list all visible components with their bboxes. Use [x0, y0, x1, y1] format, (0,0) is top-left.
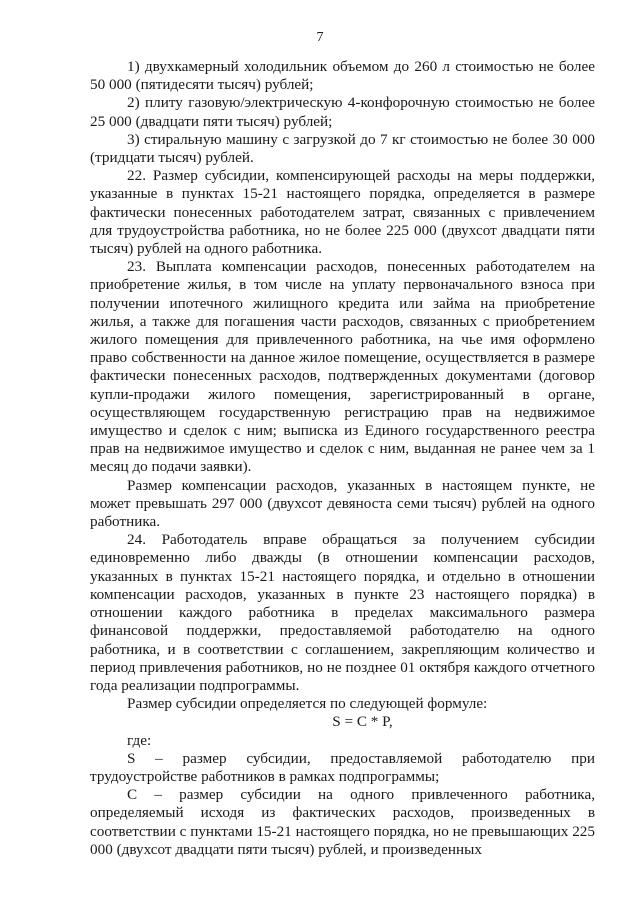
document-body — [90, 58, 595, 859]
where-label: где: — [127, 731, 152, 749]
paragraph-item-3: 3) стиральную машину с загрузкой до 7 кг стоимостью не более 30 000 (тридцати тысяч) рублей. — [90, 130, 595, 167]
paragraph-clause-24: 24. Работодатель вправе обращаться за получением субсидии единовременно либо дважды (в отношении компенсации расходов, указанных в пунктах 15-21 настоящего порядка, и отдельно в отношении компенсации расходов, указанных в пункте 23 настоящего порядка) в отношении каждого работника в пределах максимального размера финансовой поддержки, предоставляемой работодателю на одного работника, и в соответствии с соглашением, закрепляющим количество и период привлечения работников, но не позднее 01 октября каждого отчетного года реализации подпрограммы. — [90, 531, 595, 694]
definition-s: S – размер субсидии, предоставляемой работодателю при трудоустройстве работников в рамках подпрограммы; — [90, 749, 595, 785]
paragraph-clause-22: 22. Размер субсидии, компенсирующей расходы на меры поддержки, указанные в пунктах 15-21 настоящего порядка, определяется в размере фактически понесенных работодателем затрат, связанных с привлечением для трудоустройства работника, но не более 225 000 (двухсот двадцати пяти тысяч) рублей на одного работника. — [90, 167, 595, 258]
page-number: 7 — [316, 30, 324, 45]
paragraph-item-1: 1) двухкамерный холодильник объемом до 260 л стоимостью не более 50 000 (пятидесяти тысяч) рублей; — [90, 58, 595, 94]
paragraph-clause-23: 23. Выплата компенсации расходов, понесенных работодателем на приобретение жилья, в том числе на уплату первоначального взноса при получении ипотечного жилищного кредита или займа на приобретение жилья, а также для погашения части расходов, связанных с приобретением жилого помещения для привлеченного работника, на чье имя оформлено право собственности на данное жилое помещение, осуществляется в размере фактически понесенных расходов, подтвержденных документами (договор купли-продажи жилого помещения, зарегистрированный в органе, осуществляющем государственную регистрацию прав на недвижимое имущество и сделок с ним; выписка из Единого государственного реестра прав на недвижимое имущество и сделок с ним, выданная не ранее чем за 1 месяц до подачи заявки). — [90, 258, 595, 476]
paragraph-compensation-limit: Размер компенсации расходов, указанных в настоящем пункте, не может превышать 297 000 (двухсот девяноста семи тысяч) рублей на одного работника. — [90, 476, 595, 531]
definition-c: C – размер субсидии на одного привлеченного работника, определяемый исходя из фактических расходов, произведенных в соответствии с пунктами 15-21 настоящего порядка, но не превышающих 225 000 (двухсот двадцати пяти тысяч) рублей, и произведенных — [90, 786, 595, 858]
paragraph-formula-intro: Размер субсидии определяется по следующей формуле: — [127, 695, 488, 713]
paragraph-item-2: 2) плиту газовую/электрическую 4-конфорочную стоимостью не более 25 000 (двадцати пяти тысяч) рублей; — [90, 94, 595, 130]
subsidy-formula: S = C * P, — [332, 713, 393, 731]
